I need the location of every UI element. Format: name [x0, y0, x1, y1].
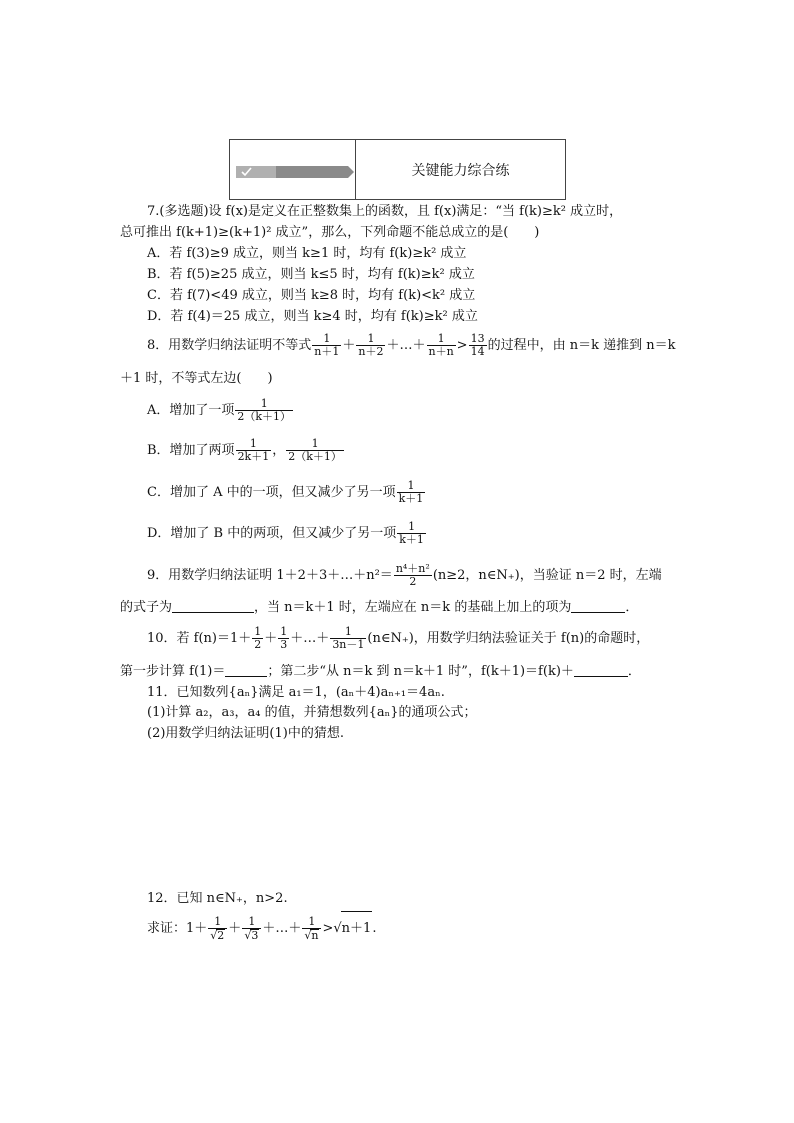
q8-option-c: C．增加了 A 中的一项，但又减少了另一项 $\frac{1}{k+1}$	[147, 479, 424, 505]
q11-line2: (1)计算 a₂，a₃，a₄ 的值，并猜想数列{aₙ}的通项公式；	[147, 705, 477, 720]
q8-frac-1: $\frac{1}{n+1}$	[314, 332, 340, 358]
q8-option-d: D．增加了 B 中的两项，但又减少了另一项 $\frac{1}{k+1}$	[147, 520, 424, 546]
q11-line1: 11．已知数列{aₙ}满足 a₁＝1，(aₙ＋4)aₙ₊₁＝4aₙ.	[147, 685, 445, 700]
q7-option-c: C．若 f(7)<49 成立，则当 k≥8 时，均有 f(k)<k² 成立	[147, 288, 476, 303]
q8-option-a: A．增加了一项 $\frac{1}{2(k+1)}$	[147, 397, 292, 423]
q8-line2: ＋1 时，不等式左边( )	[120, 371, 273, 386]
q8-frac-4: $\frac{13}{14}$	[470, 332, 485, 358]
q12-line1: 12．已知 n∈N₊，n>2.	[147, 891, 288, 906]
q7-option-b: B．若 f(5)≥25 成立，则当 k≤5 时，均有 f(k)≥k² 成立	[147, 267, 475, 282]
q7-option-d: D．若 f(4)＝25 成立，则当 k≥4 时，均有 f(k)≥k² 成立	[147, 309, 478, 324]
q7-line2: 总可推出 f(k+1)≥(k+1)² 成立”，那么，下列命题不能总成立的是( )	[120, 225, 540, 240]
q12-line2: 求证：1＋ $\frac{1}{√2}$ ＋ $\frac{1}{√3}$ ＋…＋ $\frac{1}{√n}$ >√n＋1.	[147, 911, 376, 946]
section-header	[229, 139, 566, 200]
q9-blank-2[interactable]	[571, 612, 625, 613]
q8-option-b: B．增加了两项 $\frac{1}{2k+1}$ ， $\frac{1}{2(k+1)}$	[147, 437, 342, 463]
check-ribbon-icon	[236, 166, 354, 178]
q9-line1: 9．用数学归纳法证明 1＋2＋3＋…＋n²＝ $\frac{\text{n⁴＋n²}}{2}$ (n≥2，n∈N₊)，当验证 n＝2 时，左端	[147, 562, 662, 588]
q8-prefix: 8．用数学归纳法证明不等式	[147, 338, 312, 353]
q10-blank-2[interactable]	[574, 676, 628, 677]
q8-suffix: 的过程中，由 n＝k 递推到 n＝k	[487, 338, 676, 353]
q10-blank-1[interactable]	[225, 676, 267, 677]
q10-line1: 10．若 f(n)＝1＋ $\frac{1}{2}$ ＋ $\frac{1}{3}$ ＋…＋ $\frac{1}{3n-1}$ (n∈N₊)，用数学归纳法验证关于 f(n)的命题时，	[147, 625, 650, 651]
q9-blank-1[interactable]	[172, 612, 254, 613]
q8-frac-2: $\frac{1}{n+2}$	[358, 332, 384, 358]
q7-line1: 7.(多选题)设 f(x)是定义在正整数集上的函数，且 f(x)满足：“当 f(k)≥k² 成立时，	[147, 204, 623, 219]
q11-line3: (2)用数学归纳法证明(1)中的猜想.	[147, 726, 344, 741]
q8-frac-3: $\frac{1}{n+n}$	[428, 332, 454, 358]
q8-line1: 8．用数学归纳法证明不等式 $\frac{1}{n+1}$ ＋ $\frac{1}{n+2}$ ＋…＋ $\frac{1}{n+n}$ > $\frac{13}{14}$ 的过程中，由 n＝k 递推到 n＝k	[147, 332, 676, 358]
section-title: 关键能力综合练	[411, 162, 510, 179]
q10-line2: 第一步计算 f(1)＝ ；第二步“从 n＝k 到 n＝k＋1 时”，f(k＋1)＝f(k)＋ ．	[120, 664, 641, 679]
q7-option-a: A．若 f(3)≥9 成立，则当 k≥1 时，均有 f(k)≥k² 成立	[147, 246, 467, 261]
q9-line2: 的式子为 ，当 n＝k＋1 时，左端应在 n＝k 的基础上加上的项为 ．	[120, 600, 639, 615]
